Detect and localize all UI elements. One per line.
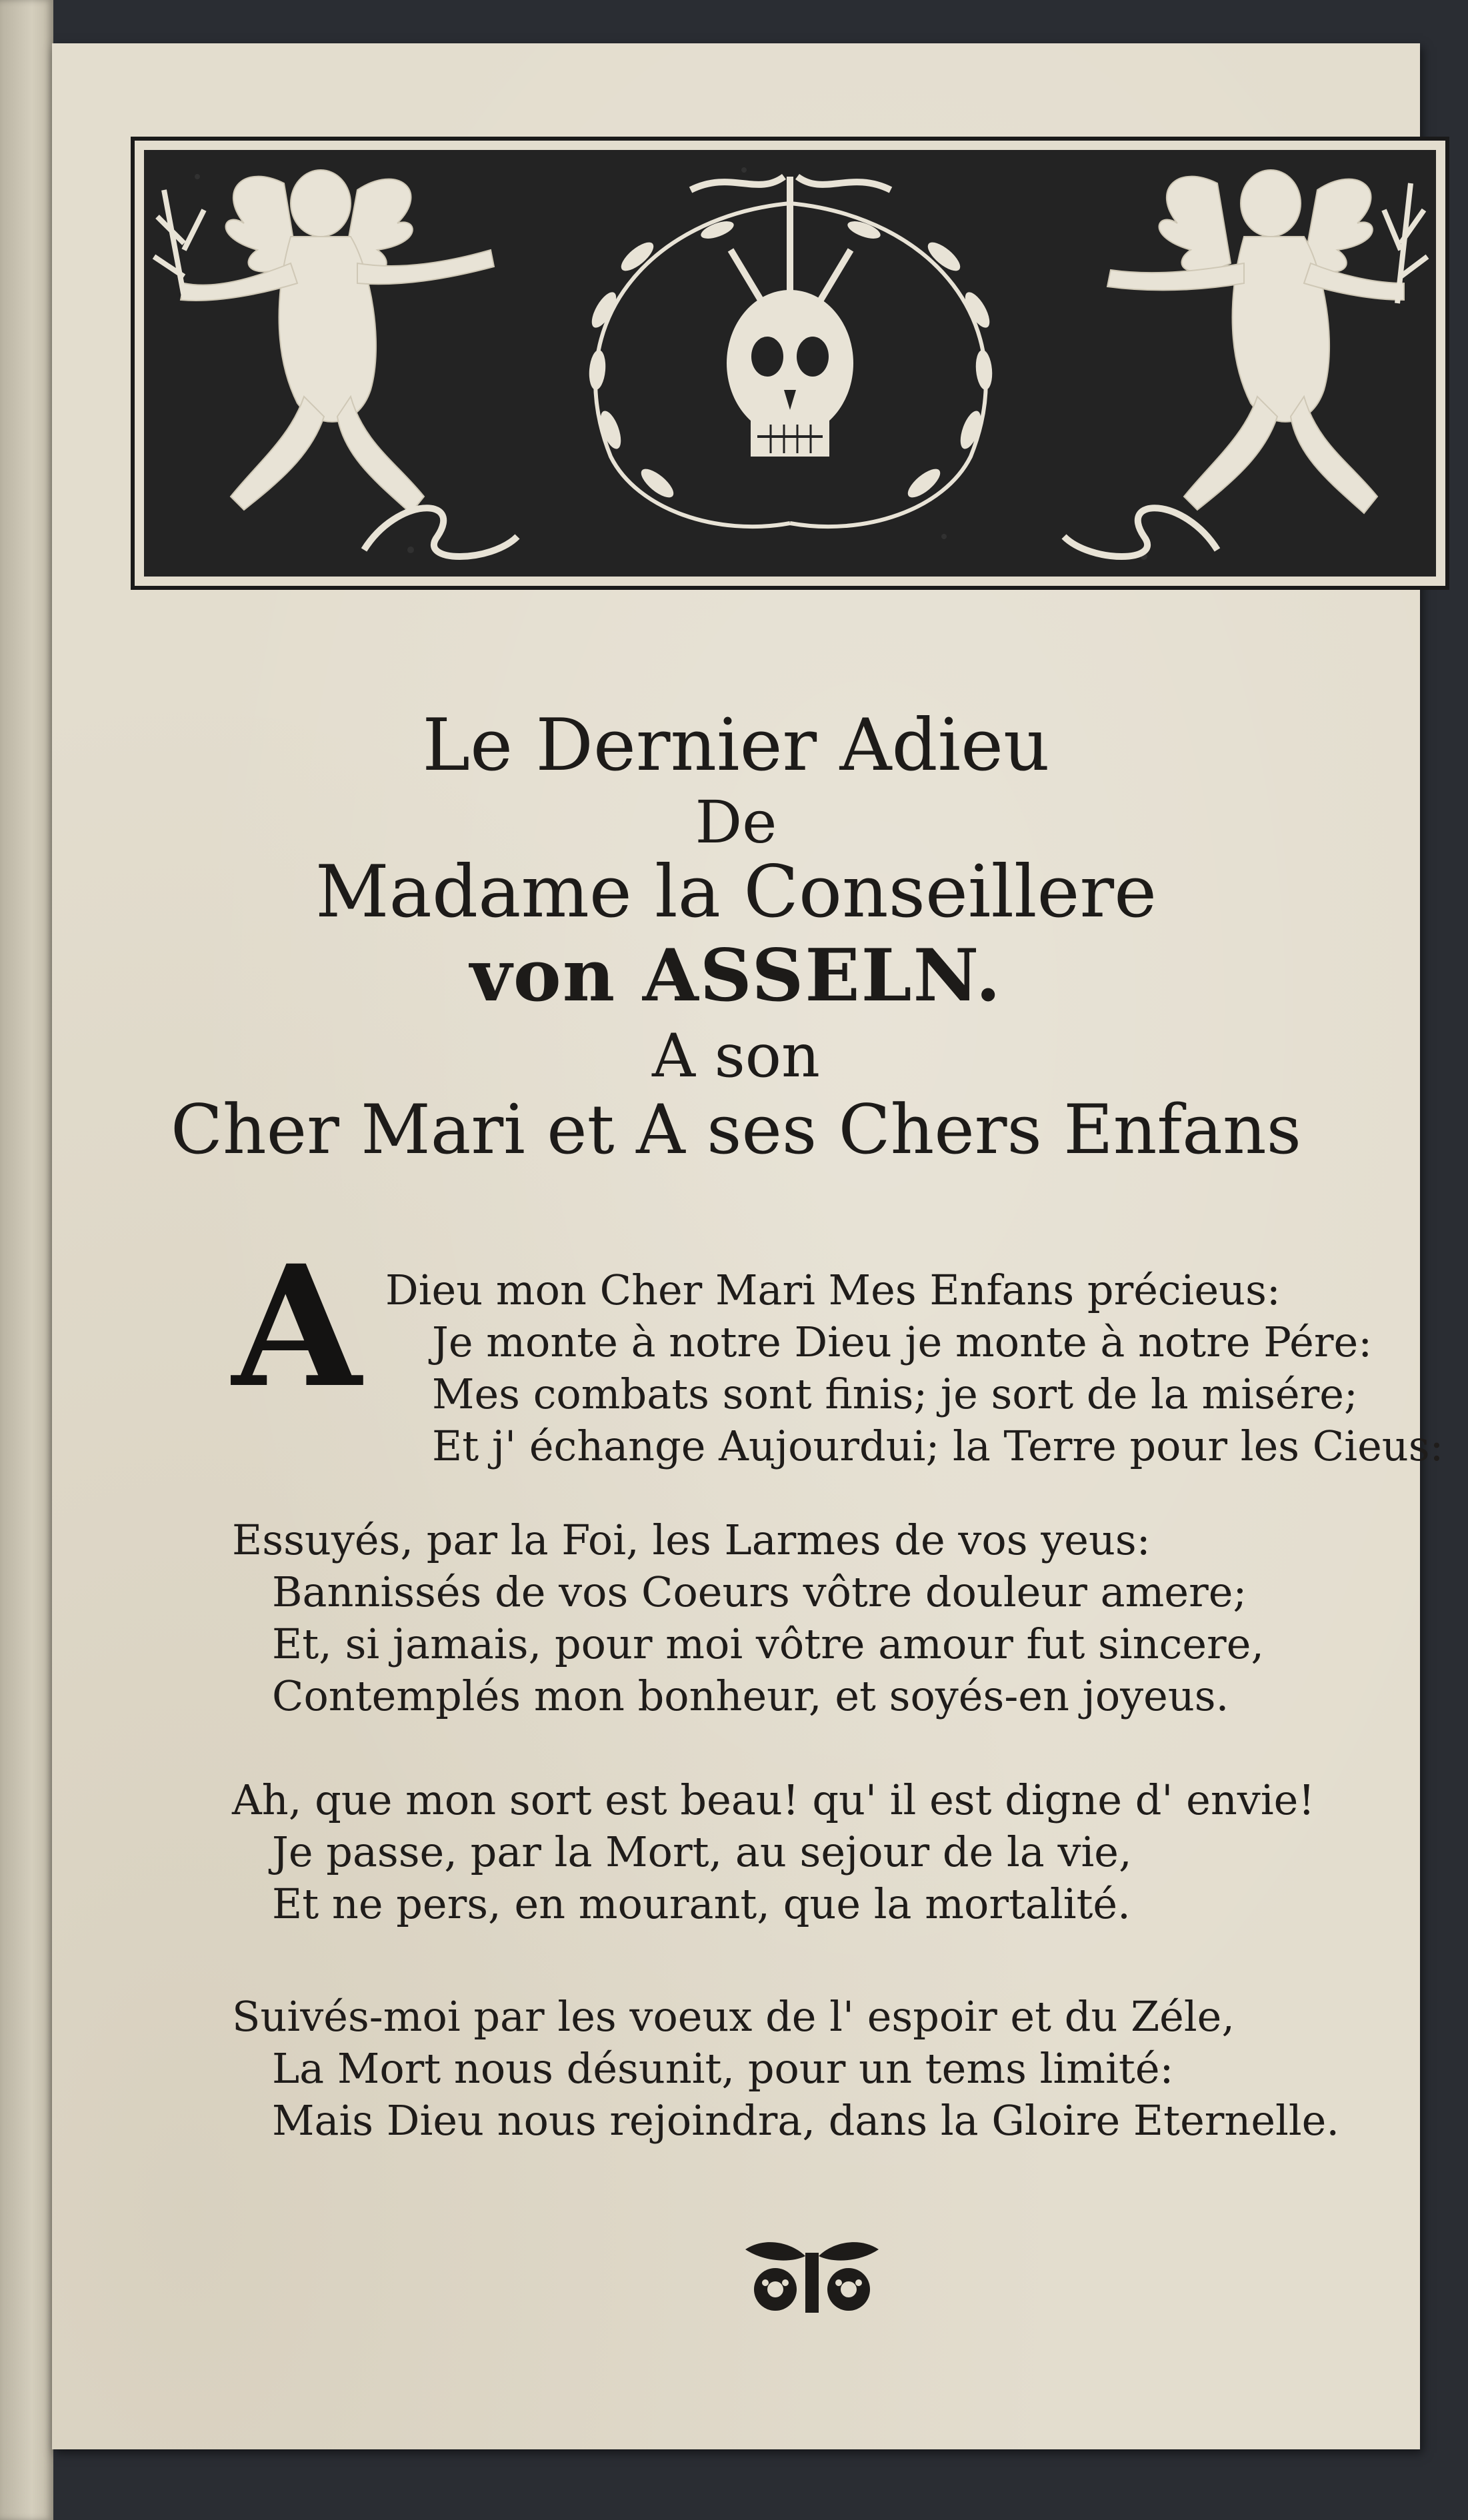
fleuron-ornament-icon — [739, 2236, 885, 2316]
poem-line: Dieu mon Cher Mari Mes Enfans précieus: — [385, 1266, 1281, 1314]
title-line-2: De — [695, 788, 777, 856]
title-line-6: Cher Mari et A ses Chers Enfans — [170, 1090, 1302, 1170]
title-line-4: von ASSELN. — [470, 934, 1002, 1018]
poem-line: La Mort nous désunit, pour un tems limité: — [272, 2044, 1174, 2093]
right-cherub-icon — [1107, 170, 1427, 513]
poem-line: Mes combats sont finis; je sort de la misére; — [432, 1370, 1358, 1418]
drop-cap: A — [232, 1228, 361, 1424]
poem-line: Mais Dieu nous rejoindra, dans la Gloire Eternelle. — [272, 2096, 1340, 2145]
headpiece-ornament — [131, 137, 1449, 590]
poem-line: Suivés-moi par les voeux de l' espoir et du Zéle, — [232, 1992, 1235, 2041]
title-line-3: Madame la Conseillere — [315, 850, 1157, 934]
title-line-1: Le Dernier Adieu — [422, 704, 1050, 787]
left-cherub-icon — [154, 170, 494, 513]
facing-page-edge — [0, 0, 53, 2520]
poem-line: Ah, que mon sort est beau! qu' il est digne d' envie! — [232, 1776, 1315, 1824]
title-line-5: A son — [652, 1021, 820, 1091]
woodcut-svg — [144, 150, 1436, 577]
poem-line: Essuyés, par la Foi, les Larmes de vos yeus: — [232, 1516, 1151, 1564]
poem-line: Contemplés mon bonheur, et soyés-en joyeus. — [272, 1672, 1229, 1720]
book-page — [52, 43, 1444, 2449]
poem-line: Et ne pers, en mourant, que la mortalité. — [272, 1880, 1131, 1928]
poem-line: Je passe, par la Mort, au sejour de la vie, — [272, 1828, 1132, 1876]
poem-line: Bannissés de vos Coeurs vôtre douleur amere; — [272, 1568, 1247, 1616]
woodcut-headpiece-icon — [144, 150, 1436, 577]
poem-line: Et j' échange Aujourdui; la Terre pour les Cieus: — [432, 1422, 1444, 1470]
skull-icon — [727, 290, 853, 457]
poem-line: Et, si jamais, pour moi vôtre amour fut sincere, — [272, 1620, 1265, 1668]
poem-line: Je monte à notre Dieu je monte à notre Pére: — [432, 1318, 1373, 1366]
crossed-torches-icon — [731, 177, 851, 317]
